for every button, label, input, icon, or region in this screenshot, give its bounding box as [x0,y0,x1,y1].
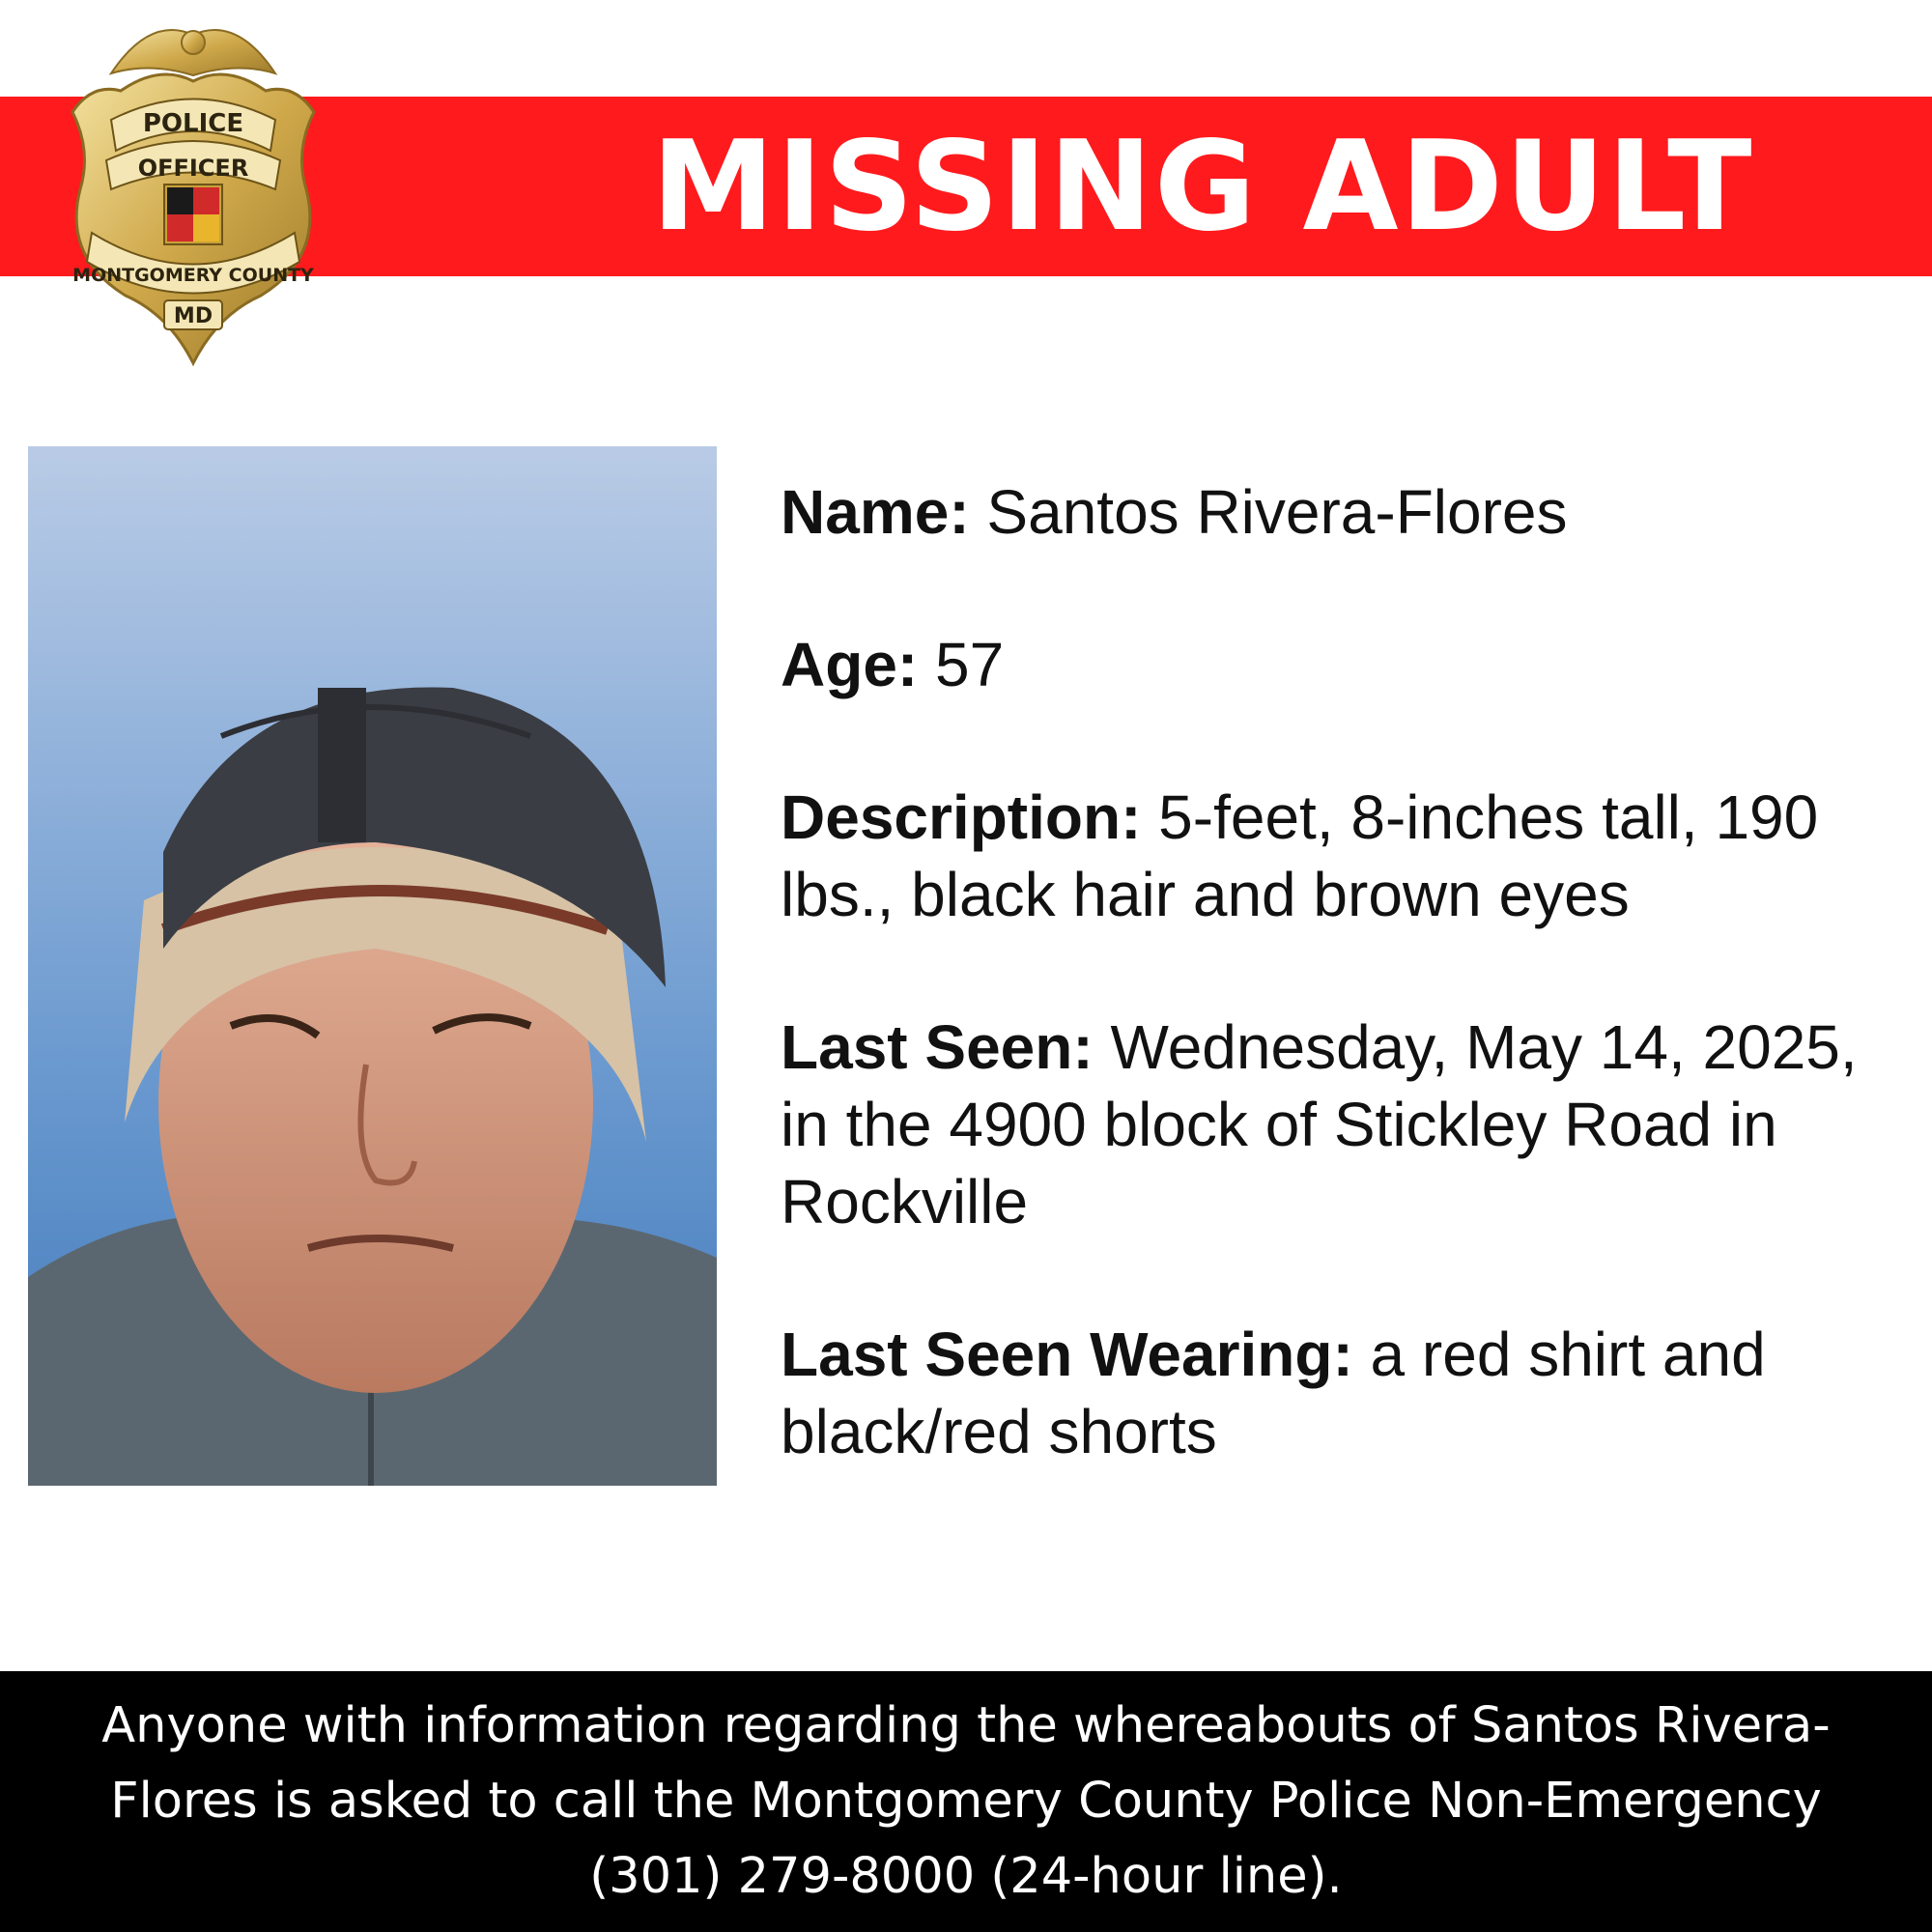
contact-line-1: Anyone with information regarding the whereabouts of Santos Rivera- [101,1697,1831,1754]
svg-text:OFFICER: OFFICER [137,155,249,182]
last-seen-wearing-field [781,1316,1891,1470]
last-seen-field [781,1009,1891,1240]
last-seen-label: Last Seen: [781,1012,1094,1082]
svg-text:MD: MD [173,304,213,328]
description-value: 5-feet, 8-inches tall, 190 lbs., black hair and brown eyes [781,782,1819,929]
contact-line-2: Flores is asked to call the Montgomery County Police Non-Emergency [110,1773,1822,1830]
last-seen-wearing-value: a red shirt and black/red shorts [781,1320,1766,1466]
last-seen-wearing-label: Last Seen Wearing: [781,1320,1353,1389]
name-value: Santos Rivera-Flores [986,477,1568,547]
person-details [781,473,1891,1546]
contact-notice [58,1689,1874,1915]
age-value: 57 [935,630,1005,699]
last-seen-value: Wednesday, May 14, 2025, in the 4900 block of Stickley Road in Rockville [781,1012,1858,1236]
svg-text:MONTGOMERY COUNTY: MONTGOMERY COUNTY [72,265,314,286]
missing-person-photo [28,446,717,1486]
name-field [781,473,1891,551]
name-label: Name: [781,477,970,547]
page-title: MISSING ADULT [651,114,1754,259]
description-label: Description: [781,782,1142,852]
description-field [781,779,1891,933]
svg-text:POLICE: POLICE [142,109,244,138]
age-field [781,626,1891,703]
contact-line-3: (301) 279-8000 (24-hour line). [589,1848,1343,1905]
police-badge-logo [53,6,333,369]
age-label: Age: [781,630,919,699]
